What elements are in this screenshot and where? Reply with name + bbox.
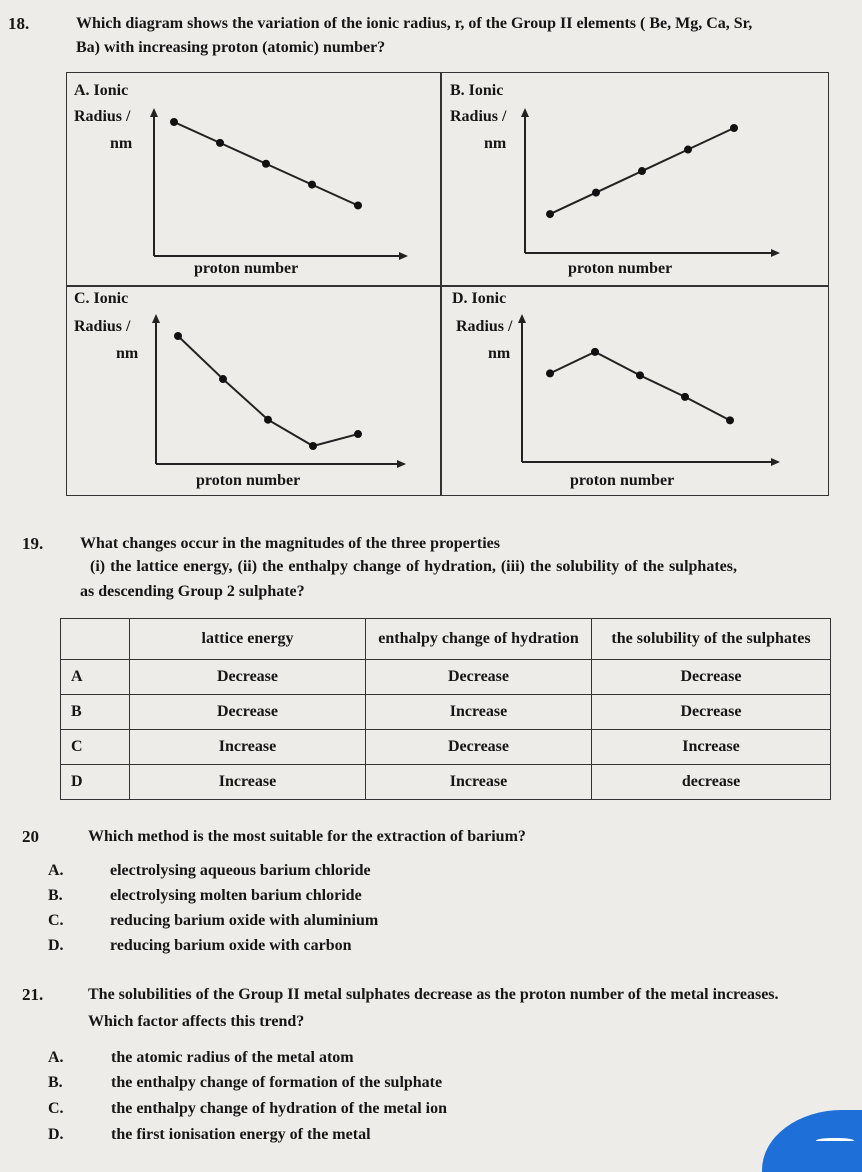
diagram-b[interactable] bbox=[440, 72, 829, 285]
diagram-b-letter: B. Ionic bbox=[450, 82, 504, 99]
question-19-text-line1: What changes occur in the magnitudes of the three properties bbox=[80, 535, 500, 552]
data-point bbox=[684, 146, 692, 154]
data-point bbox=[730, 124, 738, 132]
data-point bbox=[546, 369, 554, 377]
data-point bbox=[216, 139, 224, 147]
corner-overlay-badge bbox=[762, 1110, 862, 1172]
q20-option-d-text[interactable]: reducing barium oxide with carbon bbox=[110, 937, 352, 954]
q19-row-label: D bbox=[61, 765, 130, 800]
question-18-number: 18. bbox=[8, 14, 30, 33]
diagram-c[interactable] bbox=[66, 286, 440, 496]
q19-cell-lattice: Increase bbox=[130, 730, 366, 765]
diagram-c-ylabel: Radius / bbox=[74, 318, 131, 335]
q21-option-d-letter[interactable]: D. bbox=[48, 1126, 64, 1143]
q19-cell-lattice: Decrease bbox=[130, 695, 366, 730]
data-point bbox=[309, 442, 317, 450]
q19-options-table bbox=[60, 618, 831, 800]
data-point bbox=[591, 348, 599, 356]
question-20-number: 20 bbox=[22, 827, 39, 846]
q19-cell-lattice: Decrease bbox=[130, 660, 366, 695]
q19-header-lattice-energy: lattice energy bbox=[130, 619, 366, 660]
q19-row-label: A bbox=[61, 660, 130, 695]
q19-cell-hydration: Decrease bbox=[366, 730, 592, 765]
diagram-b-plot bbox=[440, 72, 829, 285]
question-21-number: 21. bbox=[22, 985, 44, 1004]
question-20-text: Which method is the most suitable for the extraction of barium? bbox=[88, 828, 526, 845]
diagram-a-plot bbox=[66, 72, 440, 285]
y-axis-arrow bbox=[152, 314, 160, 323]
diagram-a[interactable] bbox=[66, 72, 440, 285]
trend-line bbox=[550, 352, 730, 420]
diagram-a-yunit: nm bbox=[110, 135, 133, 152]
diagram-d[interactable] bbox=[440, 286, 829, 496]
q19-cell-solubility: Increase bbox=[592, 730, 831, 765]
q19-cell-solubility: Decrease bbox=[592, 660, 831, 695]
q21-option-c-text[interactable]: the enthalpy change of hydration of the metal ion bbox=[111, 1100, 447, 1117]
data-point bbox=[636, 371, 644, 379]
diagram-d-letter: D. Ionic bbox=[452, 290, 507, 307]
diagram-a-ylabel: Radius / bbox=[74, 108, 131, 125]
q20-option-a-text[interactable]: electrolysing aqueous barium chloride bbox=[110, 862, 371, 879]
y-axis-arrow bbox=[150, 108, 158, 117]
q20-option-c-letter[interactable]: C. bbox=[48, 912, 64, 929]
q21-option-c-letter[interactable]: C. bbox=[48, 1100, 64, 1117]
data-point bbox=[262, 160, 270, 168]
q21-option-a-letter[interactable]: A. bbox=[48, 1049, 64, 1066]
data-point bbox=[354, 201, 362, 209]
q19-row-d[interactable] bbox=[61, 765, 831, 800]
q20-option-b-text[interactable]: electrolysing molten barium chloride bbox=[110, 887, 362, 904]
question-19-text-line3: as descending Group 2 sulphate? bbox=[80, 583, 305, 600]
q19-header-solubility: the solubility of the sulphates bbox=[592, 619, 831, 660]
data-point bbox=[592, 189, 600, 197]
q19-row-a[interactable] bbox=[61, 660, 831, 695]
corner-overlay-mark bbox=[816, 1138, 854, 1145]
trend-line bbox=[178, 336, 358, 446]
question-21-text-line2: Which factor affects this trend? bbox=[88, 1013, 305, 1030]
q19-row-b[interactable] bbox=[61, 695, 831, 730]
data-point bbox=[546, 210, 554, 218]
y-axis-arrow bbox=[518, 314, 526, 323]
q19-header-row bbox=[61, 619, 831, 660]
data-point bbox=[264, 416, 272, 424]
data-point bbox=[681, 393, 689, 401]
diagram-b-ylabel: Radius / bbox=[450, 108, 507, 125]
question-18-text-line2: Ba) with increasing proton (atomic) number? bbox=[76, 39, 386, 56]
diagram-c-xlabel: proton number bbox=[196, 472, 301, 489]
q19-row-c[interactable] bbox=[61, 730, 831, 765]
x-axis-arrow bbox=[771, 249, 780, 257]
diagram-c-yunit: nm bbox=[116, 345, 139, 362]
q19-cell-hydration: Increase bbox=[366, 695, 592, 730]
data-point bbox=[170, 118, 178, 126]
diagram-c-letter: C. Ionic bbox=[74, 290, 129, 307]
q21-option-b-text[interactable]: the enthalpy change of formation of the sulphate bbox=[111, 1074, 443, 1091]
data-point bbox=[174, 332, 182, 340]
diagram-d-xlabel: proton number bbox=[570, 472, 675, 489]
diagram-c-plot bbox=[66, 286, 440, 496]
data-point bbox=[308, 181, 316, 189]
q19-cell-solubility: decrease bbox=[592, 765, 831, 800]
x-axis-arrow bbox=[399, 252, 408, 260]
q20-option-a-letter[interactable]: A. bbox=[48, 862, 64, 879]
diagram-d-yunit: nm bbox=[488, 345, 511, 362]
data-point bbox=[219, 375, 227, 383]
q19-cell-lattice: Increase bbox=[130, 765, 366, 800]
question-19-text-line2: (i) the lattice energy, (ii) the enthalpy change of hydration, (iii) the solubility of the sulphates, bbox=[90, 558, 737, 575]
q20-option-c-text[interactable]: reducing barium oxide with aluminium bbox=[110, 912, 379, 929]
x-axis-arrow bbox=[771, 458, 780, 466]
q20-option-b-letter[interactable]: B. bbox=[48, 887, 63, 904]
data-point bbox=[638, 167, 646, 175]
q19-cell-hydration: Increase bbox=[366, 765, 592, 800]
data-point bbox=[354, 430, 362, 438]
q19-cell-hydration: Decrease bbox=[366, 660, 592, 695]
q21-option-d-text[interactable]: the first ionisation energy of the metal bbox=[111, 1126, 371, 1143]
question-18-text-line1: Which diagram shows the variation of the ionic radius, r, of the Group II elements ( Be, Mg, Ca, Sr, bbox=[76, 15, 753, 32]
q19-header-blank bbox=[61, 619, 130, 660]
question-21-text-line1: The solubilities of the Group II metal sulphates decrease as the proton number of the metal increases. bbox=[88, 986, 779, 1003]
y-axis-arrow bbox=[521, 108, 529, 117]
x-axis-arrow bbox=[397, 460, 406, 468]
q19-header-hydration: enthalpy change of hydration bbox=[366, 619, 592, 660]
question-19-number: 19. bbox=[22, 534, 44, 553]
diagram-a-xlabel: proton number bbox=[194, 260, 299, 277]
q19-row-label: B bbox=[61, 695, 130, 730]
data-point bbox=[726, 416, 734, 424]
q20-option-d-letter[interactable]: D. bbox=[48, 937, 64, 954]
diagram-d-plot bbox=[440, 286, 829, 496]
q19-cell-solubility: Decrease bbox=[592, 695, 831, 730]
q21-option-b-letter[interactable]: B. bbox=[48, 1074, 63, 1091]
q21-option-a-text[interactable]: the atomic radius of the metal atom bbox=[111, 1049, 354, 1066]
q19-row-label: C bbox=[61, 730, 130, 765]
diagram-a-letter: A. Ionic bbox=[74, 82, 129, 99]
diagram-d-ylabel: Radius / bbox=[456, 318, 513, 335]
diagram-b-yunit: nm bbox=[484, 135, 507, 152]
diagram-b-xlabel: proton number bbox=[568, 260, 673, 277]
